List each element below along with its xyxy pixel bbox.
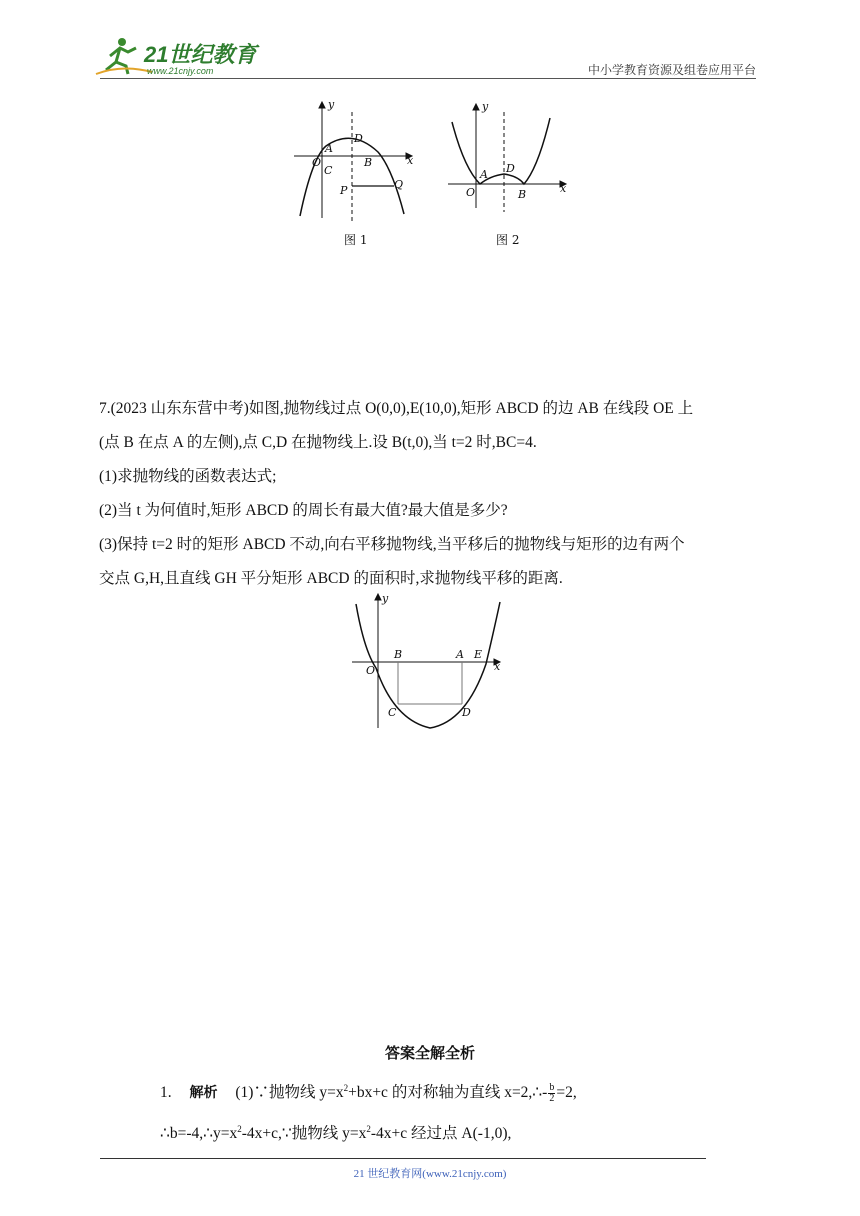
svg-text:A: A — [480, 168, 488, 181]
svg-text:x: x — [407, 154, 414, 167]
svg-text:x: x — [560, 182, 567, 195]
answer-number: 1. — [160, 1084, 172, 1101]
svg-text:B: B — [364, 156, 373, 169]
fraction-b-over-2: $\frac{b}{2}$ — [549, 1081, 555, 1104]
question-2: (2)当 t 为何值时,矩形 ABCD 的周长有最大值?最大值是多少? — [99, 502, 508, 519]
platform-label: 中小学教育资源及组卷应用平台 — [587, 63, 756, 77]
svg-text:D: D — [354, 132, 363, 145]
svg-text:O: O — [312, 156, 322, 169]
footer-divider — [100, 1158, 706, 1159]
figure-1-caption: 图 1 — [344, 233, 368, 247]
svg-text:B: B — [518, 188, 527, 201]
svg-text:y: y — [482, 100, 489, 113]
figure-1-and-2 — [290, 98, 590, 258]
question-3-line-1: (3)保持 t=2 时的矩形 ABCD 不动,向右平移抛物线,当平移后的抛物线与矩形的边有两个 — [99, 536, 685, 553]
problem-7-line-1: 7.(2023 山东东营中考)如图,抛物线过点 O(0,0),E(10,0),矩形 ABCD 的边 AB 在线段 OE 上 — [99, 400, 694, 417]
answer-line-1: 1. 解析 (1)∵抛物线 $y=x^2+bx+c$ 的对称轴为直线 x=2,∴- $\frac{b}{2}$ =2, — [160, 1081, 577, 1104]
svg-text:x: x — [494, 660, 501, 673]
answer-line-2: $\therefore b=-4,\therefore y=x^2-4x+c,\because$抛物线 $y=x^2-4x+c$ 经过点 A(-1,0), — [160, 1123, 512, 1142]
site-logo — [92, 34, 262, 80]
svg-text:E: E — [474, 648, 483, 661]
problem-7-figure — [350, 590, 510, 732]
svg-text:D: D — [462, 706, 471, 719]
footer-link[interactable]: 21 世纪教育网(www.21cnjy.com) — [353, 1168, 507, 1180]
svg-text:O: O — [466, 186, 476, 199]
svg-text:21世纪教育: 21世纪教育 — [144, 42, 257, 67]
svg-text:A: A — [325, 142, 333, 155]
svg-text:C: C — [324, 164, 333, 177]
answer-title: 答案全解全析 — [384, 1044, 475, 1062]
svg-text:P: P — [340, 184, 348, 197]
svg-text:B: B — [394, 648, 403, 661]
top-figures — [290, 98, 590, 258]
svg-text:O: O — [366, 664, 376, 677]
svg-text:A: A — [456, 648, 464, 661]
question-1: (1)求抛物线的函数表达式; — [99, 468, 277, 485]
svg-text:y: y — [328, 98, 335, 111]
header-divider — [100, 78, 756, 79]
svg-text:Q: Q — [394, 178, 404, 191]
svg-text:D: D — [506, 162, 515, 175]
svg-text:C: C — [388, 706, 397, 719]
svg-text:www.21cnjy.com: www.21cnjy.com — [147, 66, 214, 76]
figure-2-caption: 图 2 — [496, 233, 520, 247]
question-3-line-2: 交点 G,H,且直线 GH 平分矩形 ABCD 的面积时,求抛物线平移的距离. — [99, 570, 563, 587]
analysis-tag: 解析 — [189, 1085, 218, 1101]
problem-7-line-2: (点 B 在点 A 的左侧),点 C,D 在抛物线上.设 B(t,0),当 t=2 时,BC=4. — [99, 434, 537, 451]
svg-text:y: y — [382, 592, 389, 605]
